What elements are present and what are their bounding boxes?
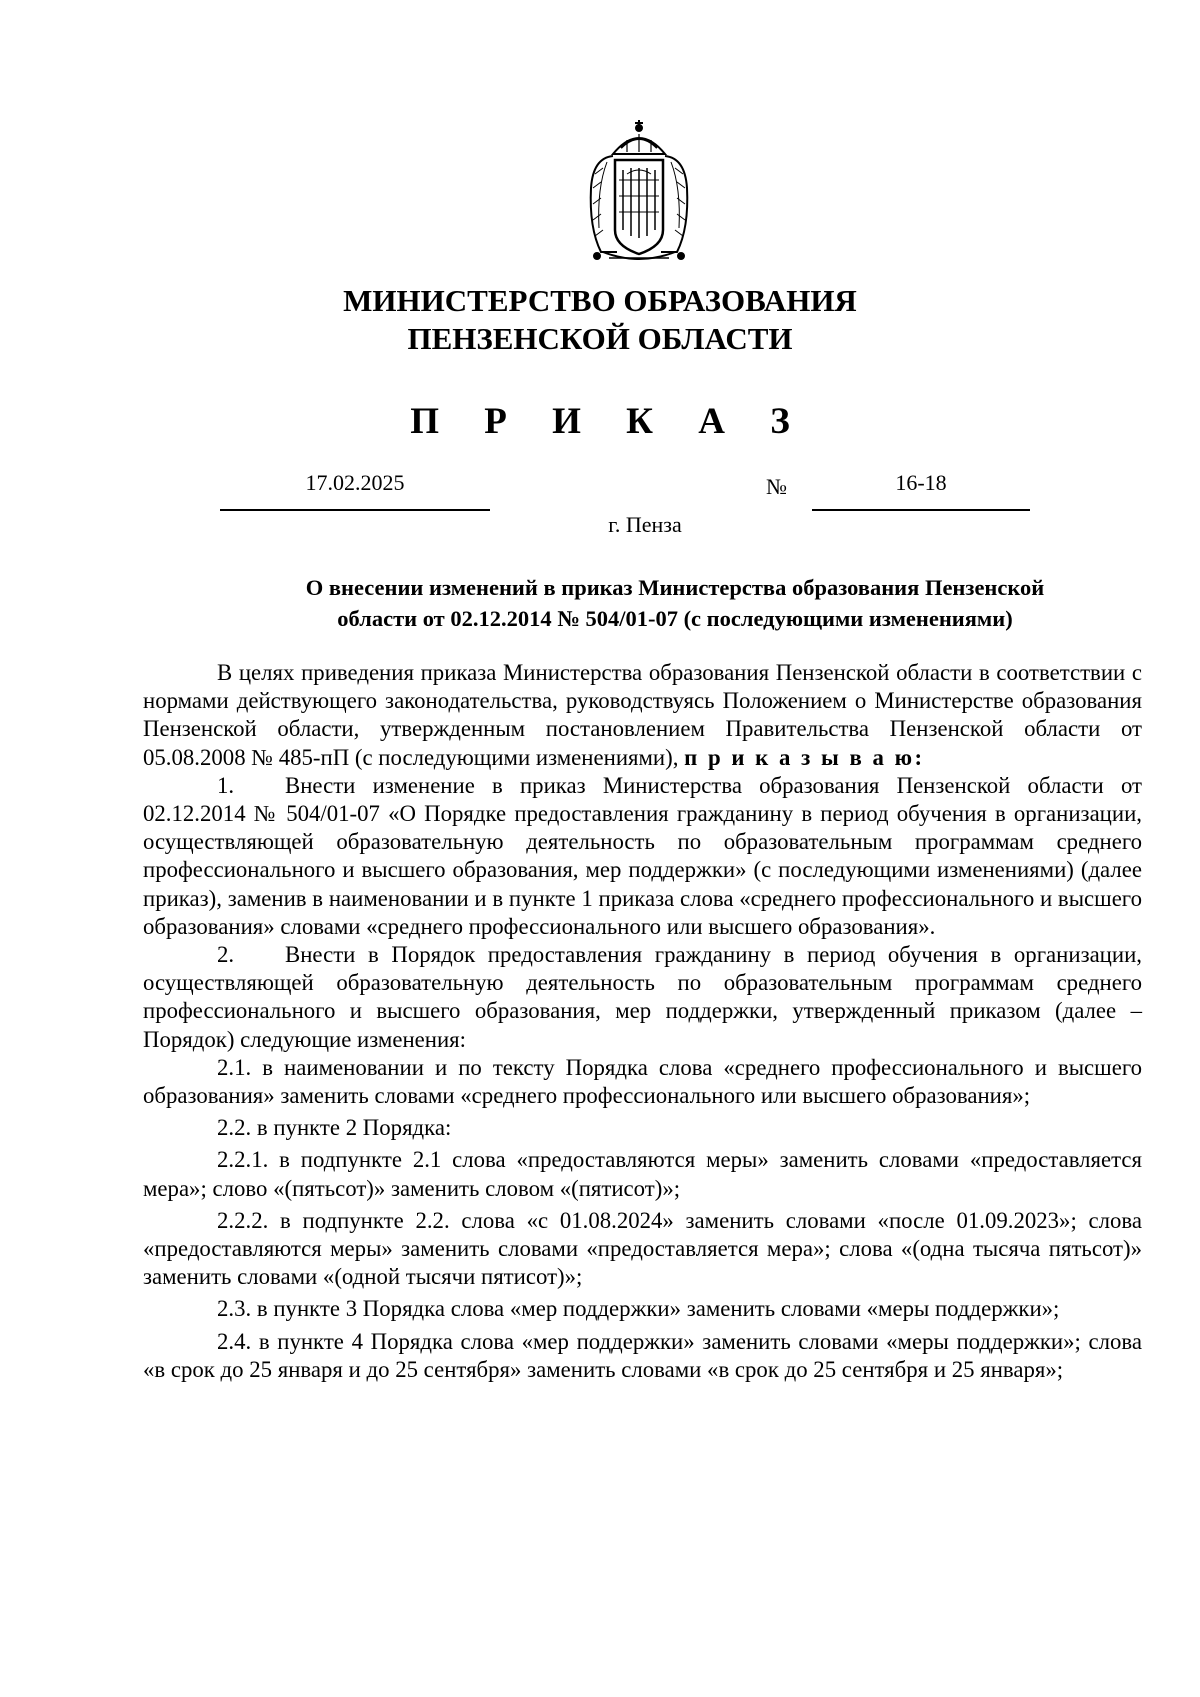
item-2-4-paragraph: 2.4. в пункте 4 Порядка слова «мер поддержки» заменить словами «меры поддержки»; слова «в срок до 25 января и до 25 сентября» заменить словами «в срок до 25 сентября и 25 января»; bbox=[143, 1328, 1142, 1382]
item-2-number: 2. bbox=[217, 942, 235, 968]
number-sign: № bbox=[766, 474, 787, 499]
ministry-name-line1: МИНИСТЕРСТВО ОБРАЗОВАНИЯ bbox=[343, 283, 857, 318]
item-2-2-2-paragraph: 2.2.2. в подпункте 2.2. слова «с 01.08.2024» заменить словами «после 01.09.2023»; слова «предоставляются меры» заменить словами «предоставляется мера»; слова «(одна тысяча пятьсот)» заменить словами «(одной тысячи пятисот)»; bbox=[143, 1207, 1142, 1290]
orders-word: п р и к а з ы в а ю: bbox=[684, 744, 925, 770]
coat-of-arms-icon bbox=[583, 118, 695, 268]
ministry-name bbox=[0, 282, 1200, 358]
item-1-text: Внести изменение в приказ Министерства образования Пензенской области от 02.12.2014 № 504/01-07 «О Порядке предоставления гражданину в период обучения в организации, осуществляющей образовательную деятельность по образовательным программам среднего профессионального и высшего образования, мер поддержки» (с последующими изменениями) (далее приказ), заменив в наименовании и в пункте 1 приказа слова «среднего профессионального и высшего образования» словами «среднего профессионального или высшего образования». bbox=[143, 772, 1142, 939]
order-subject-line1: О внесении изменений в приказ Министерства образования Пензенской bbox=[305, 575, 1045, 600]
preamble-paragraph bbox=[143, 659, 1142, 772]
order-subject-line2: области от 02.12.2014 № 504/01-07 (с последующими изменениями) bbox=[337, 606, 1013, 631]
item-2-text: Внести в Порядок предоставления гражданину в период обучения в организации, осуществляющей образовательную деятельность по образовательным программам среднего профессионального и высшего образования, мер поддержки, утвержденный приказом (далее – Порядок) следующие изменения: bbox=[143, 942, 1142, 1052]
number-underline bbox=[812, 509, 1030, 511]
item-1-paragraph bbox=[143, 772, 1142, 941]
city-name: г. Пенза bbox=[608, 512, 682, 537]
document-type-title: П Р И К А З bbox=[410, 401, 808, 442]
item-1-number: 1. bbox=[217, 772, 235, 798]
preamble-text: В целях приведения приказа Министерства образования Пензенской области в соответствии с нормами действующего законодательства, руководствуясь Положением о Министерстве образования Пензенской области, утвержденным постановлением Правительства Пензенской области от 05.08.2008 № 485-пП (с последующими изменениями), bbox=[143, 660, 1142, 770]
item-2-paragraph bbox=[143, 941, 1142, 1054]
order-body bbox=[143, 659, 1142, 1384]
order-date: 17.02.2025 bbox=[305, 470, 405, 495]
item-2-2-1-paragraph: 2.2.1. в подпункте 2.1 слова «предоставляются меры» заменить словами «предоставляется мера»; слово «(пятьсот)» заменить словом «(пятисот)»; bbox=[143, 1147, 1142, 1201]
date-underline bbox=[220, 509, 490, 511]
ministry-name-line2: ПЕНЗЕНСКОЙ ОБЛАСТИ bbox=[407, 321, 793, 356]
item-2-1-paragraph: 2.1. в наименовании и по тексту Порядка слова «среднего профессионального и высшего образования» заменить словами «среднего профессионального или высшего образования»; bbox=[143, 1054, 1142, 1109]
item-2-3-paragraph: 2.3. в пункте 3 Порядка слова «мер поддержки» заменить словами «меры поддержки»; bbox=[217, 1296, 1060, 1322]
order-subject bbox=[225, 572, 1125, 634]
order-number: 16-18 bbox=[895, 470, 947, 495]
item-2-2-paragraph: 2.2. в пункте 2 Порядка: bbox=[217, 1115, 452, 1141]
